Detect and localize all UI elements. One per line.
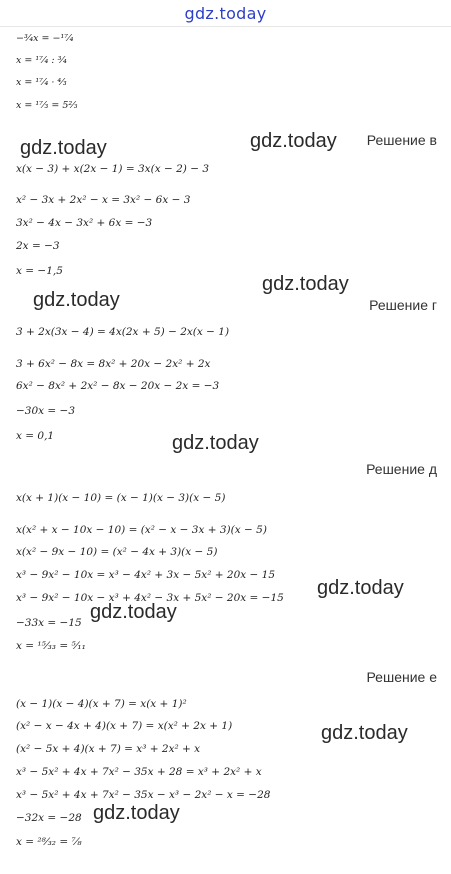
watermark: gdz.today [321, 722, 408, 744]
solution-line: −30x = −3 [16, 405, 76, 417]
solution-line: 6x² − 8x² + 2x² − 8x − 20x − 2x = −3 [16, 380, 220, 392]
solution-line: x(x² + x − 10x − 10) = (x² − x − 3x + 3)(x − 5) [16, 524, 267, 536]
solution-line: x³ − 5x² + 4x + 7x² − 35x + 28 = x³ + 2x² + x [16, 766, 262, 778]
solution-line: x = −1,5 [16, 265, 63, 277]
solution-line: x = ¹⁵⁄₃₃ = ⁵⁄₁₁ [16, 640, 86, 652]
watermark: gdz.today [172, 432, 259, 454]
solution-line: (x² − x − 4x + 4)(x + 7) = x(x² + 2x + 1) [16, 720, 233, 732]
section-title-v: Решение в [366, 132, 437, 148]
solution-line: 2x = −3 [16, 240, 60, 252]
solution-line: x = ¹⁷⁄₄ · ⁴⁄₃ [16, 77, 67, 88]
solution-line: x³ − 5x² + 4x + 7x² − 35x − x³ − 2x² − x = −28 [16, 789, 271, 801]
watermark: gdz.today [93, 802, 180, 824]
solution-line: −33x = −15 [16, 617, 82, 629]
section-title-d: Решение д [366, 461, 437, 477]
watermark: gdz.today [317, 577, 404, 599]
solution-line: x = ¹⁷⁄₃ = 5⅔ [16, 100, 78, 111]
watermark: gdz.today [262, 273, 349, 295]
solution-line: 3 + 2x(3x − 4) = 4x(2x + 5) − 2x(x − 1) [16, 326, 230, 338]
solution-line: x² − 3x + 2x² − x = 3x² − 6x − 3 [16, 194, 191, 206]
solution-line: x(x − 3) + x(2x − 1) = 3x(x − 2) − 3 [16, 163, 210, 175]
solution-line: x(x + 1)(x − 10) = (x − 1)(x − 3)(x − 5) [16, 492, 226, 504]
solution-line: x = ¹⁷⁄₄ : ³⁄₄ [16, 55, 67, 66]
solution-line: 3x² − 4x − 3x² + 6x = −3 [16, 217, 153, 229]
section-title-g: Решение г [369, 297, 437, 313]
solution-line: x(x² − 9x − 10) = (x² − 4x + 3)(x − 5) [16, 546, 218, 558]
watermark: gdz.today [33, 289, 120, 311]
solution-line: (x² − 5x + 4)(x + 7) = x³ + 2x² + x [16, 743, 201, 755]
header-divider [0, 26, 451, 27]
solution-line: 3 + 6x² − 8x = 8x² + 20x − 2x² + 2x [16, 358, 211, 370]
site-logo[interactable]: gdz.today [184, 4, 267, 23]
solution-line: (x − 1)(x − 4)(x + 7) = x(x + 1)² [16, 698, 187, 710]
solution-line: x = 0,1 [16, 430, 55, 442]
watermark: gdz.today [20, 137, 107, 159]
solution-line: x³ − 9x² − 10x = x³ − 4x² + 3x − 5x² + 20x − 15 [16, 569, 276, 581]
solution-line: −³⁄₄x = −¹⁷⁄₄ [16, 33, 74, 44]
solution-line: −32x = −28 [16, 812, 82, 824]
section-title-e: Решение е [366, 669, 437, 685]
solution-line: x = ²⁸⁄₃₂ = ⁷⁄₈ [16, 836, 82, 848]
watermark: gdz.today [250, 130, 337, 152]
solution-line: x³ − 9x² − 10x − x³ + 4x² − 3x + 5x² − 20x = −15 [16, 592, 284, 604]
watermark: gdz.today [90, 601, 177, 623]
